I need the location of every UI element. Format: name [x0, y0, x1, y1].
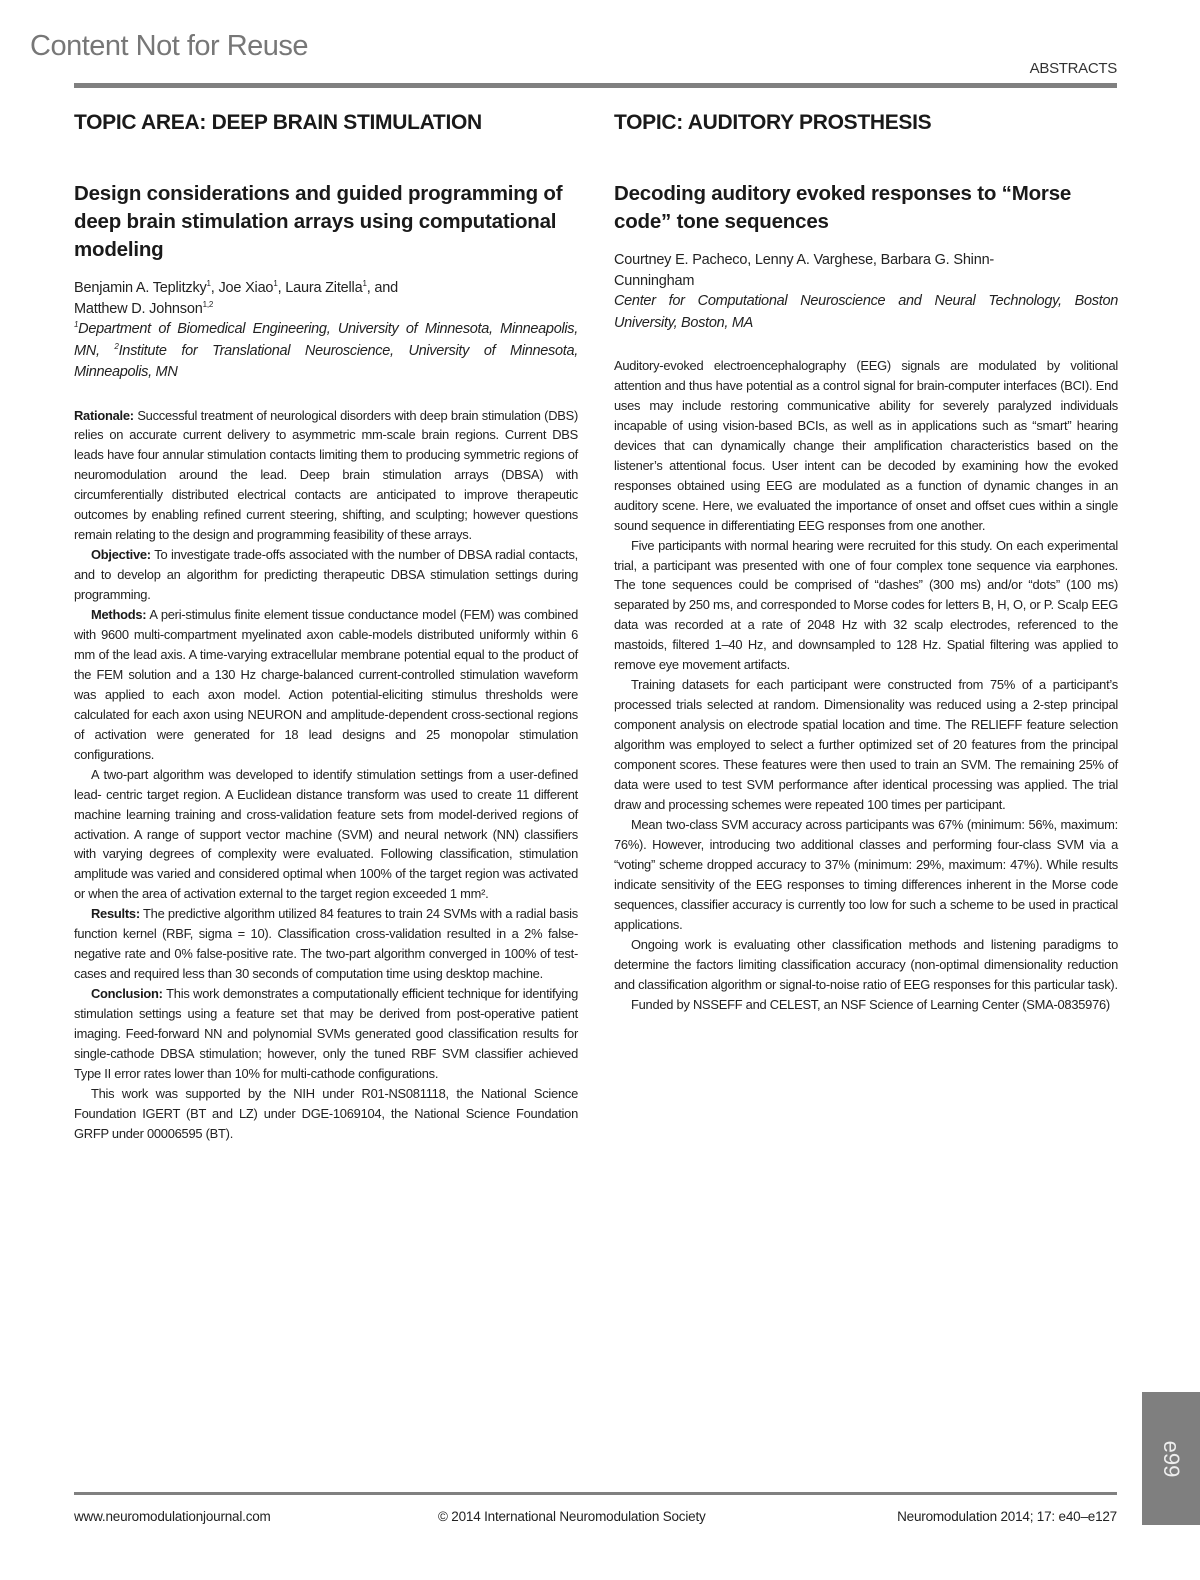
paragraph-conclusion	[74, 984, 578, 1084]
copyright: © 2014 International Neuromodulation Society	[438, 1509, 706, 1524]
author-list	[74, 278, 578, 319]
paragraph-objective	[74, 545, 578, 605]
abstract-body	[614, 356, 1118, 1014]
author: Joe Xiao	[218, 280, 274, 296]
separator: ,	[210, 280, 219, 296]
author-superscript: 1,2	[202, 299, 214, 309]
right-column	[614, 108, 1118, 1014]
affiliations: Center for Computational Neuroscience and Neural Technology, Boston University, Boston, MA	[614, 293, 1118, 331]
affiliations	[74, 319, 578, 384]
citation: Neuromodulation 2014; 17: e40–e127	[897, 1509, 1117, 1524]
author-superscript: 1	[362, 279, 367, 289]
author: Benjamin A. Teplitzky	[74, 280, 207, 296]
section-label: ABSTRACTS	[1029, 60, 1117, 77]
paragraph-label: Rationale:	[74, 407, 134, 423]
paragraph-funding	[74, 1084, 578, 1144]
footer-divider	[74, 1492, 1117, 1495]
journal-website-link[interactable]: www.neuromodulationjournal.com	[74, 1509, 271, 1524]
paragraph-text: This work demonstrates a computationally efficient technique for identifying stimulation settings using a feature set that may be derived from post-operative patient imaging. Feed-forward NN and polynomial SVMs generated good classification results for single-cathode DBSA stimulation; however, only the tuned RBF SVM classifier achieved Type II error rates lower than 10% for multi-cathode configurations.	[74, 986, 578, 1081]
paragraph-results	[74, 904, 578, 984]
paragraph-rationale	[74, 406, 578, 546]
paragraph-text: Successful treatment of neurological disorders with deep brain stimulation (DBS) relies on accurate current delivery to asymmetric mm-scale brain regions. Current DBS leads have four annular stimulation contacts limiting them to producing symmetric regions of neuromodulation around the lead. Deep brain stimulation arrays (DBSA) with circumferentially distributed electrical contacts are anticipated to improve therapeutic outcomes by enabling refined current steering, shifting, and sculpting; however questions remain relating to the design and programming feasibility of these arrays.	[74, 407, 578, 543]
author: Laura Zitella	[285, 280, 363, 296]
paragraph-label: Results:	[91, 906, 140, 922]
paragraph: Ongoing work is evaluating other classification methods and listening paradigms to determine the factors limiting classification accuracy (non-optimal dimensionality reduction and classification algorithm or signal-to-noise ratio of EEG responses for this particular task).	[614, 936, 1118, 992]
author-list: Courtney E. Pacheco, Lenny A. Varghese, Barbara G. Shinn-Cunningham	[614, 252, 995, 289]
paragraph: Five participants with normal hearing were recruited for this study. On each experimental trial, a participant was presented with one of four complex tone sequence via earphones. The tone sequences could be comprised of “dashes” (300 ms) and/or “dots” (100 ms) separated by 250 ms, and corresponded to Morse codes for letters B, H, O, or P. Scalp EEG data was recorded at a rate of 2048 Hz with 32 scalp electrodes, referenced to the mastoids, filtered 1–40 Hz, and downsampled to 128 Hz. Spatial filtering was applied to remove eye movement artifacts.	[614, 537, 1118, 673]
paragraph-methods-2	[74, 765, 578, 905]
paragraph-label: Objective:	[91, 547, 151, 563]
affiliation-superscript: 2	[114, 341, 119, 351]
paragraph-label: Methods:	[91, 607, 147, 623]
paragraph: Funded by NSSEFF and CELEST, an NSF Science of Learning Center (SMA-0835976)	[631, 996, 1110, 1012]
abstract-body	[74, 406, 578, 1144]
topic-heading: TOPIC: AUDITORY PROSTHESIS	[614, 111, 932, 134]
author-superscript: 1	[273, 279, 278, 289]
paragraph-text: The predictive algorithm utilized 84 features to train 24 SVMs with a radial basis function kernel (RBF, sigma = 10). Classification cross-validation resulted in a 2% false-negative rate and 0% false-positive rate. The two-part algorithm converged in 100% of test-cases and required less than 30 seconds of computation time using desktop machine.	[74, 906, 578, 982]
paragraph-text: This work was supported by the NIH under R01-NS081118, the National Science Foundation IGERT (BT and LZ) under DGE-1069104, the National Science Foundation GRFP under 00006595 (BT).	[74, 1085, 578, 1141]
topic-heading: TOPIC AREA: DEEP BRAIN STIMULATION	[74, 111, 482, 134]
affiliation: Department of Biomedical Engineering, University of Minnesota, Minneapolis, MN,	[74, 321, 578, 359]
paragraph: Training datasets for each participant were constructed from 75% of a participant’s processed trials selected at random. Dimensionality was reduced using a 2-step principal component analysis on electrode spatial location and time. The RELIEFF feature selection algorithm was employed to select a further optimized set of 20 features from the principal component scores. These features were then used to train an SVM. The remaining 25% of data were used to test SVM performance after identical processing was applied. The trial draw and processing schemes were repeated 100 times per participant.	[614, 677, 1118, 812]
top-divider	[74, 83, 1117, 88]
abstract-title: Design considerations and guided programming of deep brain stimulation arrays using computational modeling	[74, 182, 563, 261]
watermark: Content Not for Reuse	[30, 30, 309, 62]
author: Matthew D. Johnson	[74, 300, 203, 317]
abstract-title: Decoding auditory evoked responses to “Morse code” tone sequences	[614, 182, 1072, 233]
paragraph: Auditory-evoked electroencephalography (EEG) signals are modulated by volitional attention and thus have potential as a control signal for brain-computer interfaces (BCI). End uses may include restoring communicative ability for severely paralyzed individuals incapable of using vision-based BCIs, as well as in applications such as “smart” hearing devices that can dynamically change their amplification characteristics based on the listener’s attentional focus. User intent can be decoded by examining how the evoked responses obtained using EEG are modulated as a function of dynamic changes in an auditory scene. Here, we evaluated the importance of onset and offset cues within a single sound sequence in differentiating EEG responses from one another.	[614, 358, 1118, 533]
page-number-tab	[1142, 1392, 1200, 1525]
separator: , and	[366, 280, 398, 296]
left-column	[74, 108, 578, 1144]
author-superscript: 1	[206, 279, 211, 289]
affiliation-superscript: 1	[74, 320, 79, 330]
paragraph-text: A two-part algorithm was developed to identify stimulation settings from a user-defined lead- centric target region. A Euclidean distance transform was used to create 11 different machine learning training and cross-validation feature sets from model-derived regions of activation. A range of support vector machine (SVM) and neural network (NN) classifiers with varying degrees of complexity were evaluated. Following classification, stimulation amplitude was varied and considered optimal when 100% of the target region was activated or when the area of activation external to the target region exceeded 1 mm².	[74, 766, 578, 902]
paragraph-text: A peri-stimulus finite element tissue conductance model (FEM) was combined with 9600 multi-compartment myelinated axon cable-models distributed uniformly within 6 mm of the lead axis. A time-varying extracellular membrane potential equal to the product of the FEM solution and a 130 Hz charge-balanced current-controlled stimulation waveform was applied to each axon model. Action potential-eliciting stimulus thresholds were calculated for each axon using NEURON and amplitude-dependent cross-sectional regions of activation were generated for 18 lead designs and 25 monopolar stimulation configurations.	[74, 607, 578, 762]
paragraph: Mean two-class SVM accuracy across participants was 67% (minimum: 56%, maximum: 76%). However, introducing two additional classes and performing four-class SVM via a “voting” scheme dropped accuracy to 37% (minimum: 29%, maximum: 47%). While results indicate sensitivity of the EEG responses to timing differences inherent in the Morse code sequences, classifier accuracy is currently too low for such a scheme to be used in practical applications.	[614, 816, 1118, 932]
paragraph-label: Conclusion:	[91, 986, 163, 1002]
paragraph-text: To investigate trade-offs associated with the number of DBSA radial contacts, and to develop an algorithm for predicting therapeutic DBSA stimulation settings during programming.	[74, 547, 578, 603]
page-number: e99	[1159, 1440, 1184, 1477]
separator: ,	[277, 280, 286, 296]
paragraph-methods	[74, 605, 578, 765]
affiliation: Institute for Translational Neuroscience, University of Minnesota, Minneapolis, MN	[74, 342, 578, 380]
